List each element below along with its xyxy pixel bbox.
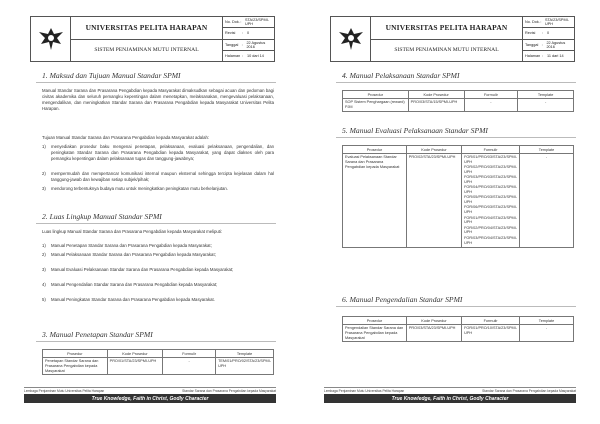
section-divider (36, 341, 276, 342)
form-code: FOR/03/PRO/04/STA/23/SPMI-UPH (464, 235, 517, 245)
document-page-right (300, 0, 600, 424)
column-header: Kode Prosedur (107, 350, 163, 358)
university-name: UNIVERSITAS PELITA HARAPAN (371, 17, 522, 40)
column-header: Kode Prosedur (408, 91, 464, 99)
column-header: Template (518, 91, 574, 99)
list-item: 5) Manual Peningkatan Standar Sarana dan Prasarana Pengabdian kepada Masyarakat. (42, 297, 215, 302)
column-header: Formulir (163, 350, 216, 358)
column-header: Prosedur (43, 350, 108, 358)
section-divider (336, 137, 576, 138)
section-title-evaluation: 5. Manual Evaluasi Pelaksanaan Standar SPMI (342, 126, 488, 135)
procedure-table (42, 349, 274, 375)
purpose-paragraph: Manual Standar Sarana dan Prasarana Pengabdian kepada Masyarakat dimaksudkan sebagai acuan dan pedoman bagi civitas akademika dan seluruh pemangku kepentingan dalam menetapkan, melaksanakan, mengevaluasi pelaksanaan, mengendalikan, dan meningkatkan Standar Sarana dan Prasarana Pengabdian kepada Masyarakat Universitas Pelita Harapan. (42, 88, 274, 111)
column-header: Prosedur (343, 146, 407, 154)
scope-intro: Luas lingkup Manual Standar Sarana dan Prasarana Pengabdian kepada Masyarakat meliputi: (42, 229, 223, 234)
meta-value: 11 dari 14 (547, 53, 564, 58)
system-name: SISTEM PENJAMINAN MUTU INTERNAL (394, 47, 499, 54)
document-header (330, 16, 575, 62)
document-header (30, 16, 275, 62)
meta-value: STA/23/SPMI-UPH (244, 18, 269, 27)
list-item: 1) menyediakan prosedur baku mengenai penetapan, pelaksanaan, evaluasi pelaksanaan, pengendalian, dan peningkatan Standar Sarana dan Prasarana Pengabdian kepada Masyarakat, yang dapat diakses oleh para pemangku kepentingan dalam pelaksanaan tugas dan tanggung-jawabnya; (42, 144, 274, 161)
section-divider (336, 82, 576, 83)
section-divider (36, 82, 276, 83)
section-title-implementation: 4. Manual Pelaksanaan Standar SPMI (342, 71, 460, 80)
section-divider (336, 306, 576, 307)
section-title-scope: 2. Luas Lingkup Manual Standar SPMI (42, 212, 162, 221)
form-code: FOR/03/PRO/03/STA/23/SPMI-UPH (464, 175, 517, 184)
form-code-list (462, 154, 520, 248)
table-row: Pengendalian Standar Sarana dan Prasarana Pengabdian kepada Masyarakat PRO/03/STA/23/SPMI-UPH FOR/01/PRO/10/STA/23/SPMI-UPH - (343, 325, 574, 342)
meta-key: Halaman (225, 53, 241, 58)
form-code: FOR/04/PRO/03/STA/23/SPMI-UPH (464, 185, 517, 195)
meta-key: No. Dok. (225, 20, 240, 25)
footer-right-text: Standar Sarana dan Prasarana Pengabdian kepada Masyarakat (182, 389, 276, 393)
purpose-goal-intro: Tujuan Manual Standar Sarana dan Prasarana Pengabdian kepada Masyarakat adalah: (42, 135, 210, 140)
table-row: Penetapan Standar Sarana dan Prasarana Pengabdian kepada Masyarakat PRO/01/STA/23/SPMI-UPH - TEM/01/PRO/02/STA/23/SPMI-UPH (43, 358, 274, 375)
footer-left-text: Lembaga Penjaminan Mutu Universitas Pelita Harapan (324, 389, 405, 393)
column-header: Prosedur (343, 317, 407, 325)
meta-value: 22 Agustus 2016 (546, 40, 566, 49)
page-footer (24, 387, 276, 403)
column-header: Formulir (462, 317, 520, 325)
eagle-crest-icon (331, 17, 371, 61)
document-meta: No. Dok. : STA/23/SPMI-UPH Revisi : 0 Tanggal : 22 Agustus 2016 Halaman : 10 dari 14 (223, 17, 274, 61)
footer-motto: True Knowledge, Faith in Christ, Godly Character (324, 394, 576, 403)
list-item: 3) mendorong terbentuknya budaya mutu untuk meningkatkan peningkatan mutu berkelanjutan. (42, 186, 229, 191)
meta-key: Revisi (525, 31, 536, 36)
meta-value: 0 (547, 31, 550, 36)
section-title-purpose: 1. Maksud dan Tujuan Manual Standar SPMI (42, 71, 181, 80)
section-title-setting: 3. Manual Penetapan Standar SPMI (42, 330, 153, 339)
table-row: SOP Sistem Penghargaan (reward) PJM PRO/03/STA/15/SPMI-UPH - - (343, 99, 574, 112)
meta-value: STA/23/SPMI-UPH (544, 18, 569, 27)
column-header: Prosedur (343, 91, 409, 99)
column-header: Formulir (464, 91, 518, 99)
list-item: 2) mempermudah dan mempertancar komunikasi internal maupun eksternal sehingga tercipta kejelasan dalam hal tanggung-jawab dan kewajiban setiap subjek/pihak; (42, 171, 274, 182)
meta-key: Revisi (225, 31, 236, 36)
meta-value: 10 dari 14 (247, 53, 264, 58)
meta-key: Halaman (525, 53, 541, 58)
page-footer (324, 387, 576, 403)
list-item: 2) Manual Pelaksanaan Standar Sarana dan Prasarana Pengabdian kepada Masyarakat; (42, 252, 216, 257)
list-item: 1) Manual Penetapan Standar Sarana dan Prasarana Pengabdian kepada Masyarakat; (42, 243, 212, 248)
meta-value: 22 Agustus 2016 (246, 40, 266, 49)
section-title-control: 6. Manual Pengendalian Standar SPMI (342, 295, 463, 304)
section-divider (36, 223, 276, 224)
footer-motto: True Knowledge, Faith in Christ, Godly Character (24, 394, 276, 403)
university-name: UNIVERSITAS PELITA HARAPAN (71, 17, 222, 40)
form-code: FOR/02/PRO/04/STA/23/SPMI-UPH (464, 225, 517, 235)
column-header: Template (520, 146, 574, 154)
eagle-crest-icon (31, 17, 71, 61)
procedure-table (342, 90, 574, 112)
footer-left-text: Lembaga Penjaminan Mutu Universitas Pelita Harapan (24, 389, 105, 393)
column-header: Template (520, 317, 574, 325)
footer-right-text: Standar Sarana dan Prasarana Pengabdian kepada Masyarakat (482, 389, 576, 393)
column-header: Formulir (462, 146, 520, 154)
column-header: Kode Prosedur (406, 317, 461, 325)
table-row: Evaluasi Pelaksanaan Standar Sarana dan Prasarana Pengabdian kepada Masyarakat PRO/02/STA/23/SPMI-UPH FOR/01/PRO/03/STA/23/SPMI-UPH FOR/02/PRO/03/STA/23/SPMI-UPH FOR/03/PRO/03/STA/23/SPMI-UPH FOR/04/PRO/03/STA/23/SPMI-UPH FOR/05/PRO/03/STA/23/SPMI-UPH FOR/06/PRO/03/STA/23/SPMI-UPH FOR/01/PRO/04/STA/23/SPMI-UPH FOR/02/PRO/04/STA/23/SPMI-UPH FOR/03/PRO/04/STA/23/SPMI-UPH - (343, 154, 574, 248)
form-code: FOR/05/PRO/03/STA/23/SPMI-UPH (464, 195, 517, 205)
form-code: FOR/01/PRO/04/STA/23/SPMI-UPH (464, 215, 517, 225)
form-code: FOR/06/PRO/03/STA/23/SPMI-UPH (464, 205, 517, 215)
procedure-table (342, 145, 574, 248)
form-code: FOR/02/PRO/03/STA/23/SPMI-UPH (464, 165, 517, 174)
list-item: 4) Manual Pengendalian Standar Sarana dan Prasarana Pengabdian kepada Masyarakat; (42, 282, 218, 287)
meta-key: No. Dok. (525, 20, 540, 25)
column-header: Template (216, 350, 274, 358)
column-header: Kode Prosedur (406, 146, 461, 154)
form-code: FOR/01/PRO/03/STA/23/SPMI-UPH (464, 155, 517, 164)
procedure-table (342, 316, 574, 342)
system-name: SISTEM PENJAMINAN MUTU INTERNAL (94, 47, 199, 54)
meta-key: Tanggal (225, 42, 239, 47)
meta-value: 0 (247, 31, 250, 36)
list-item: 3) Manual Evaluasi Pelaksanaan Standar Sarana dan Prasarana Pengabdian kepada Masyarakat; (42, 267, 234, 272)
document-meta: No. Dok. : STA/23/SPMI-UPH Revisi : 0 Tanggal : 22 Agustus 2016 Halaman : 11 dari 14 (523, 17, 574, 61)
meta-key: Tanggal (525, 42, 539, 47)
